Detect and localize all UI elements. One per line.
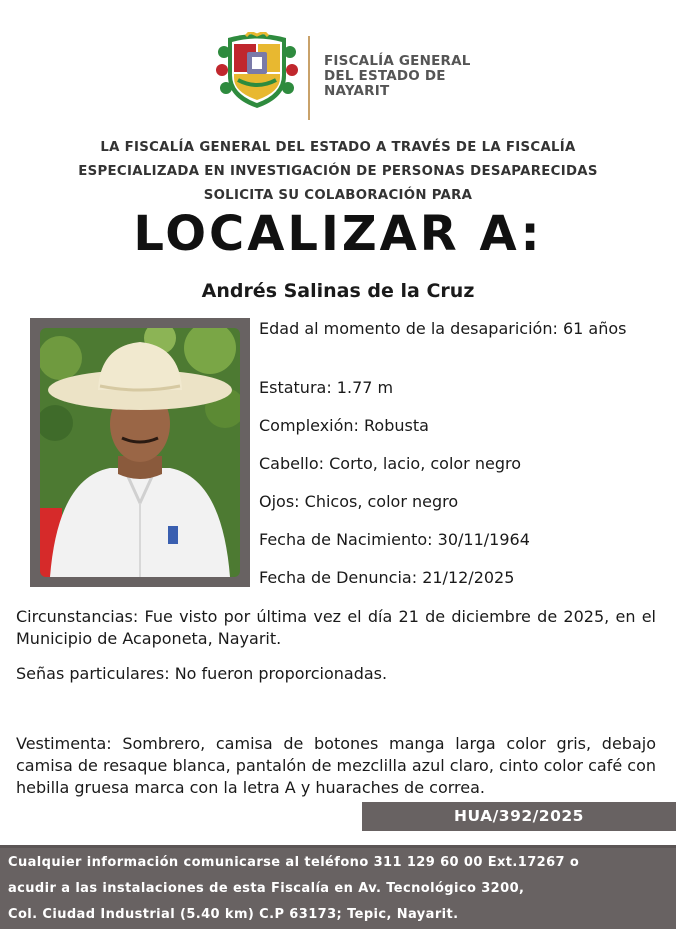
detail-cabello: Cabello: Corto, lacio, color negro [259,454,521,473]
institution-line-1: FISCALÍA GENERAL [324,53,471,69]
detail-edad: Edad al momento de la desaparición: 61 años [259,319,627,338]
institution-line-2: DEL ESTADO DE [324,68,446,84]
header-divider [308,36,310,120]
missing-person-photo [40,328,240,577]
photo-frame [30,318,250,587]
detail-estatura: Estatura: 1.77 m [259,378,394,397]
intro-text [0,136,676,208]
circunstancias-text: Circunstancias: Fue visto por última vez el día 21 de diciembre de 2025, en el Municipio de Acaponeta, Nayarit. [16,607,656,648]
contact-footer [0,848,676,929]
intro-line-1: LA FISCALÍA GENERAL DEL ESTADO A TRAVÉS DE LA FISCALÍA [100,140,576,155]
case-folio-badge: HUA/392/2025 [362,802,676,831]
footer-line-1: Cualquier información comunicarse al teléfono 311 129 60 00 Ext.17267 o [8,855,580,870]
detail-fecha-nacimiento: Fecha de Nacimiento: 30/11/1964 [259,530,530,549]
detail-complexion: Complexión: Robusta [259,416,429,435]
footer-line-2: acudir a las instalaciones de esta Fiscalía en Av. Tecnológico 3200, [8,881,525,896]
header [216,32,516,98]
vestimenta-text: Vestimenta: Sombrero, camisa de botones manga larga color gris, debajo camisa de resaque blanca, pantalón de mezclilla azul claro, cinto color café con hebilla gruesa marca con la letra A y huaraches de correa. [16,734,656,797]
senas-particulares-text: Señas particulares: No fueron proporcionadas. [16,664,388,683]
poster-title: LOCALIZAR A: [133,206,543,262]
intro-line-2: ESPECIALIZADA EN INVESTIGACIÓN DE PERSONAS DESAPARECIDAS [78,164,598,179]
detail-ojos: Ojos: Chicos, color negro [259,492,459,511]
footer-line-3: Col. Ciudad Industrial (5.40 km) C.P 63173; Tepic, Nayarit. [8,907,459,922]
detail-fecha-denuncia: Fecha de Denuncia: 21/12/2025 [259,568,515,587]
institution-name [324,54,471,99]
missing-person-name: Andrés Salinas de la Cruz [201,280,475,302]
state-coat-of-arms-seal [216,32,298,110]
institution-line-3: NAYARIT [324,83,390,99]
intro-line-3: SOLICITA SU COLABORACIÓN PARA [203,188,473,203]
